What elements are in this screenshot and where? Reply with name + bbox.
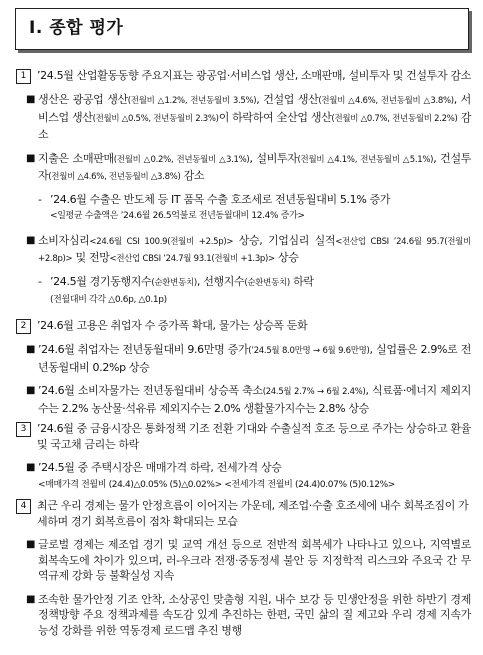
list-item: ■ ’24.6월 소비자물가는 전년동월대비 상승폭 축소(24.5월 2.7% → 6월 2.4%), 식료품·에너지 제외지수는 2.2% 농산물·석유류 제외지수는 2.0% 생활물가지수는 2.8% 상승 xyxy=(26,384,471,415)
bullet-square-icon: ■ xyxy=(26,462,36,473)
list-item: ■ 소비자심리<24.6월 CSI 100.9(전월비 +2.5p)> 상승, 기업심리 실적<전산업 CBSI ’24.6월 95.7(전월비 +2.8p)> 및 전망<전산업 CBSI ’24.7월 93.1(전월비 +1.3p)> 상승 xyxy=(16,233,471,268)
section-number-box: 2 xyxy=(16,319,31,334)
bullet-square-icon: ■ xyxy=(26,94,36,105)
list-item: ■ 조속한 물가안정 기조 안착, 소상공인 맞춤형 지원, 내수 보강 등 민생안정을 위한 하반기 경제정책방향 주요 정책과제를 속도감 있게 추진하는 한편, 국민 삶의 질 제고와 우리 경제 지속가능성 강화를 위한 역동경제 로드맵 추진 병행 xyxy=(26,592,471,637)
section-4-heading: 4 최근 우리 경제는 물가 안정흐름이 이어지는 가운데, 제조업·수출 호조세에 내수 회복조짐이 가세하며 경기 회복흐름이 점차 확대되는 모습 xyxy=(16,498,471,529)
bullet-square-icon: ■ xyxy=(26,539,36,550)
section-3 xyxy=(16,421,471,493)
list-item: ■ ’24.5월 중 주택시장은 매매가격 하락, 전세가격 상승 <매매가격 전월비 (24.4)△0.05% (5)△0.02%> <전세가격 전월비 (24.4)0.07% (5)0.12%> xyxy=(16,460,471,493)
section-title-box xyxy=(15,8,469,50)
section-4 xyxy=(16,498,471,638)
page-title: Ⅰ. 종합 평가 xyxy=(29,18,124,39)
sub-item-export: - ’24.6월 수출은 반도체 등 IT 품목 수출 호조세로 전년동월대비 5.1% 증가 <일평균 수출액은 ’24.6월 26.5억불로 전년동월대비 12.4% 증가> xyxy=(16,192,471,225)
bullet-square-icon: ■ xyxy=(26,234,36,246)
dash-marker: - xyxy=(38,192,42,206)
section-2-heading: 2 ’24.6월 고용은 취업자 수 증가폭 확대, 물가는 상승폭 둔화 xyxy=(16,318,471,334)
sub-item-cycle: - ’24.5월 경기동행지수(순환변동치), 선행지수(순환변동치) 하락 (전월대비 각각 △0.6p, △0.1p) xyxy=(16,274,471,309)
dash-marker: - xyxy=(38,274,42,288)
bullet-square-icon: ■ xyxy=(26,344,36,355)
bullet-square-icon: ■ xyxy=(26,152,36,164)
section-number-box: 4 xyxy=(16,499,31,514)
list-item: ■ 생산은 광공업 생산(전월비 △1.2%, 전년동월비 3.5%), 건설업 생산(전월비 △4.6%, 전년동월비 △3.8%), 서비스업 생산(전월비 △0.5%, 전년동월비 2.3%)이 하락하여 全산업 생산(전월비 △0.7%, 전년동월비 2.2%) 감소 xyxy=(26,93,471,141)
list-item: ■ 글로벌 경제는 제조업 경기 및 교역 개선 등으로 전반적 회복세가 나타나고 있으나, 지역별로 회복속도에 차이가 있으며, 러-우크라 전쟁·중동정세 불안 등 지정학적 리스크와 주요국 간 무역규제 강화 등 불확실성 지속 xyxy=(26,538,471,582)
bullet-square-icon: ■ xyxy=(26,385,36,396)
section-1 xyxy=(16,68,471,309)
bullet-square-icon: ■ xyxy=(26,593,36,605)
list-item: ■ 지출은 소매판매(전월비 △0.2%, 전년동월비 △3.1%), 설비투자(전월비 △4.1%, 전년동월비 △5.1%), 건설투자(전월비 △4.6%, 전년동월비 △3.8%) 감소 xyxy=(16,151,471,186)
list-item: ■ ’24.6월 취업자는 전년동월대비 9.6만명 증가(’24.5월 8.0만명 → 6월 9.6만명), 실업률은 2.9%로 전년동월대비 0.2%p 상승 xyxy=(26,343,471,374)
section-number-box: 3 xyxy=(16,422,31,437)
section-2 xyxy=(16,318,471,416)
section-1-heading: 1 ’24.5월 산업활동동향 주요지표는 광공업·서비스업 생산, 소매판매, 설비투자 및 건설투자 감소 xyxy=(16,68,471,84)
section-number-box: 1 xyxy=(16,69,31,84)
section-3-heading: 3 ’24.6월 중 금융시장은 통화정책 기조 전환 기대와 수출실적 호조 등으로 주가는 상승하고 환율 및 국고채 금리는 하락 xyxy=(16,421,471,452)
